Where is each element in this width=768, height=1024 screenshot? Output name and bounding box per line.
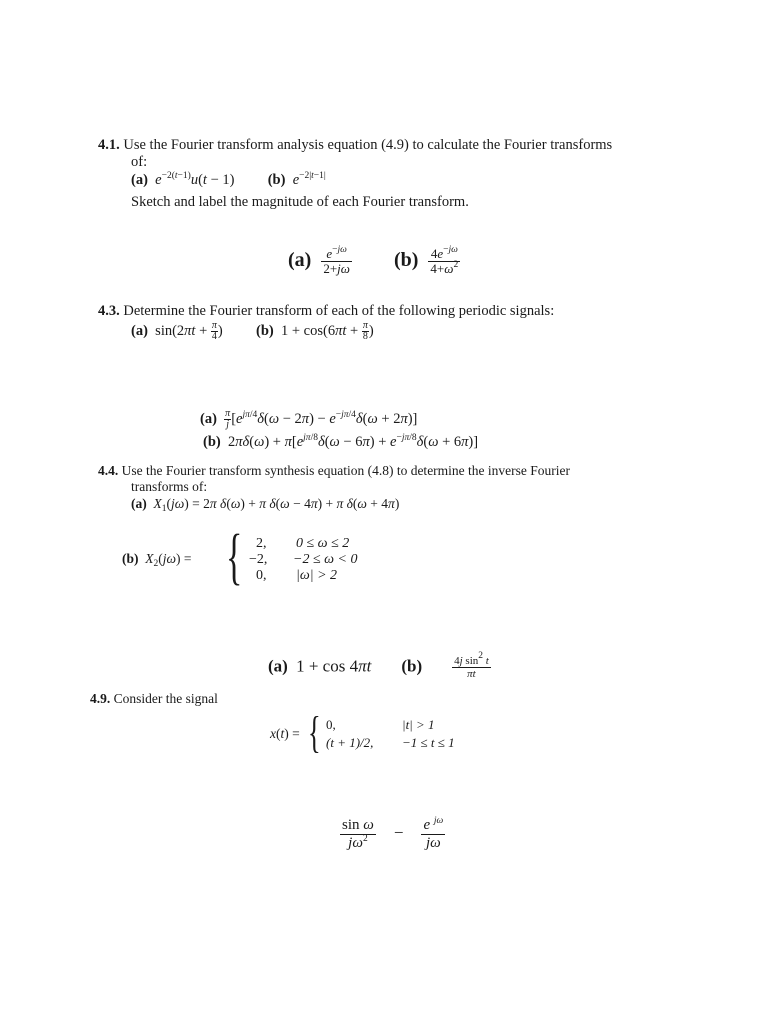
problem-number: 4.4. [98,463,119,478]
case-condition: −1 ≤ t ≤ 1 [402,735,455,750]
signal-lhs: x(t) = [270,726,300,741]
problem-4-4-part-a [131,495,399,513]
problem-4-1-line-1 [98,136,612,154]
answer-b-expr: $2\pi\delta(\omega) + \pi[e^{j\pi/8}\delta(\omega - 6\pi) + e^{-j\pi/8}\delta(\omega + 6\pi)]$ [224,433,479,450]
problem-4-1-parts [131,171,326,189]
case-value: (t + 1)/2, [326,735,374,750]
answer-a-label: (a) [200,410,217,427]
problem-4-9-line-1 [90,690,218,708]
part-b-lhs: $X_2(j\omega)$ = [145,551,192,569]
part-b-label: (b) [267,172,286,188]
case-condition: |ω| > 2 [296,568,338,583]
problem-4-4-part-b [122,550,192,568]
answer-b-fraction: $\frac{\text{4j sin2 t}}{\pi t}$ [454,651,489,681]
answer-b-label: (b) [393,248,419,271]
problem-text: Determine the Fourier transform of each of the following periodic signals: [123,303,555,319]
problem-4-4-line-2: transforms of: [131,479,208,494]
answer-b-fraction: $\frac{4e^{-j\omega}}{4+\omega^2}$ [430,245,459,277]
answer-a-label: (a) [268,656,288,676]
answer-4-3-a [200,409,417,430]
problem-number: 4.9. [90,691,111,706]
problem-text: Consider the signal [113,691,218,706]
answer-4-1 [288,247,460,277]
problem-text: Use the Fourier transform analysis equation (4.9) to calculate the Fourier transforms [123,137,613,153]
problem-4-1-line-2: of: [131,154,148,170]
part-b-label: (b) [122,551,139,566]
part-a-expr: sin(2πt + $\frac{\pi}{4}$ ) [151,320,223,342]
answer-term-2: $\frac{e ^{j\omega}}{j\omega}$ [423,816,444,851]
answer-term-1: $\frac{\text{sin ω}}{j\omega^2}$ [342,817,374,851]
answer-b-label: (b) [203,434,221,450]
answer-a-expr: $\frac{\pi}{j}$ $[e^{j\pi/4}\delta(\omega - 2\pi) - e^{-j\pi/4}\delta(\omega + 2\pi)]$ [225,408,418,430]
case-value: −2, [249,552,268,567]
part-a-label: (a) [131,322,148,339]
case-value: 2, [256,536,267,551]
part-b-label: (b) [256,322,274,339]
part-a-expr: $e^{-2(t-1)}u(t - 1)$ [155,171,235,188]
problem-4-3-line-1 [98,302,554,320]
problem-4-1-sketch: Sketch and label the magnitude of each Fourier transform. [131,194,469,210]
part-b-expr: $e^{-2|t-1|}$ [292,171,326,188]
left-brace: { [226,523,243,591]
part-b-expr: 1 + cos(6πt + $\frac{\pi}{8}$ ) [277,320,374,342]
problem-4-3-parts [131,321,374,342]
answer-a-fraction: $\frac{e^{-j\omega}}{2+j\omega}$ [323,245,350,277]
part-a-label: (a) [131,496,147,511]
problem-number: 4.3. [98,303,120,319]
answer-4-9 [340,817,445,852]
minus-sign: − [393,823,404,843]
problem-text: Use the Fourier transform synthesis equation (4.8) to determine the inverse Fourier [121,463,571,478]
answer-a-expr: 1 + cos 4πt [291,656,372,676]
answer-a-label: (a) [288,248,312,271]
case-condition: |t| > 1 [402,717,435,732]
problem-number: 4.1. [98,137,120,153]
case-condition: −2 ≤ ω < 0 [293,552,358,567]
case-condition: 0 ≤ ω ≤ 2 [296,536,350,551]
case-value: 0, [326,717,336,732]
case-value: 0, [256,568,267,583]
answer-4-3-b [203,433,478,451]
answer-4-4 [268,651,491,681]
part-a-expr: $X_1(j\omega) = 2\pi$ δ(ω) + π δ(ω − 4π) + π δ(ω + 4π) [153,496,400,514]
left-brace: { [308,708,321,757]
answer-b-label: (b) [401,656,423,676]
part-a-label: (a) [131,172,148,188]
